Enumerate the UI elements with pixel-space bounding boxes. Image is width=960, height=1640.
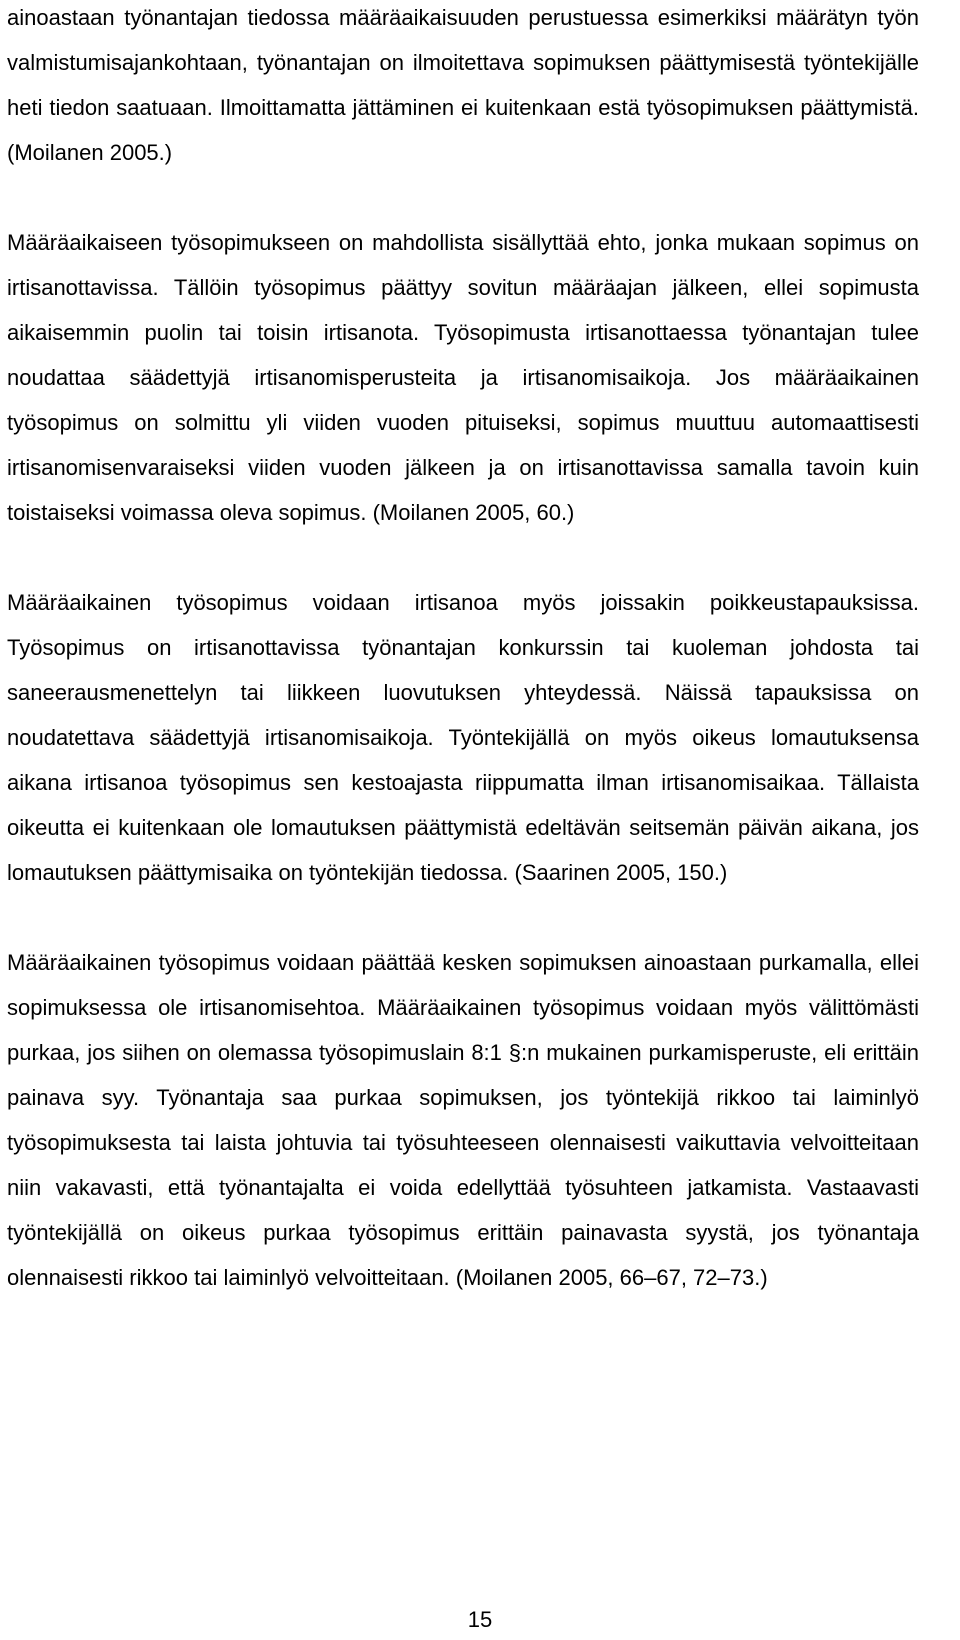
paragraph-1: ainoastaan työnantajan tiedossa määräaikaisuuden perustuessa esimerkiksi määrätyn työn valmistumisajankohtaan, työnantajan on ilmoitettava sopimuksen päättymisestä työntekijälle heti tiedon saatuaan. Ilmoittamatta jättäminen ei kuitenkaan estä työsopimuksen päättymistä. (Moilanen 2005.) [7,5,919,165]
page-number: 15 [467,1607,493,1632]
paragraph-2: Määräaikaiseen työsopimukseen on mahdollista sisällyttää ehto, jonka mukaan sopimus on irtisanottavissa. Tällöin työsopimus päättyy sovitun määräajan jälkeen, ellei sopimusta aikaisemmin puolin tai toisin irtisanota. Työsopimusta irtisanottaessa työnantajan tulee noudattaa säädettyjä irtisanomisperusteita ja irtisanomisaikoja. Jos määräaikainen työsopimus on solmittu yli viiden vuoden pituiseksi, sopimus muuttuu automaattisesti irtisanomisenvaraiseksi viiden vuoden jälkeen ja on irtisanottavissa samalla tavoin kuin toistaiseksi voimassa oleva sopimus. (Moilanen 2005, 60.) [7,230,919,525]
document-page [7,0,919,1345]
paragraph-4: Määräaikainen työsopimus voidaan päättää kesken sopimuksen ainoastaan purkamalla, ellei sopimuksessa ole irtisanomisehtoa. Määräaikainen työsopimus voidaan myös välittömästi purkaa, jos siihen on olemassa työsopimuslain 8:1 §:n mukainen purkamisperuste, eli erittäin painava syy. Työnantaja saa purkaa sopimuksen, jos työntekijä rikkoo tai laiminlyö työsopimuksesta tai laista johtuvia tai työsuhteeseen olennaisesti vaikuttavia velvoitteitaan niin vakavasti, että työnantajalta ei voida edellyttää työsuhteen jatkamista. Vastaavasti työntekijällä on oikeus purkaa työsopimus erittäin painavasta syystä, jos työnantaja olennaisesti rikkoo tai laiminlyö velvoitteitaan. (Moilanen 2005, 66–67, 72–73.) [7,950,919,1290]
paragraph-3: Määräaikainen työsopimus voidaan irtisanoa myös joissakin poikkeustapauksissa. Työsopimus on irtisanottavissa työnantajan konkurssin tai kuoleman johdosta tai saneerausmenettelyn tai liikkeen luovutuksen yhteydessä. Näissä tapauksissa on noudatettava säädettyjä irtisanomisaikoja. Työntekijällä on myös oikeus lomautuksensa aikana irtisanoa työsopimus sen kestoajasta riippumatta ilman irtisanomisaikaa. Tällaista oikeutta ei kuitenkaan ole lomautuksen päättymistä edeltävän seitsemän päivän aikana, jos lomautuksen päättymisaika on työntekijän tiedossa. (Saarinen 2005, 150.) [7,590,919,885]
